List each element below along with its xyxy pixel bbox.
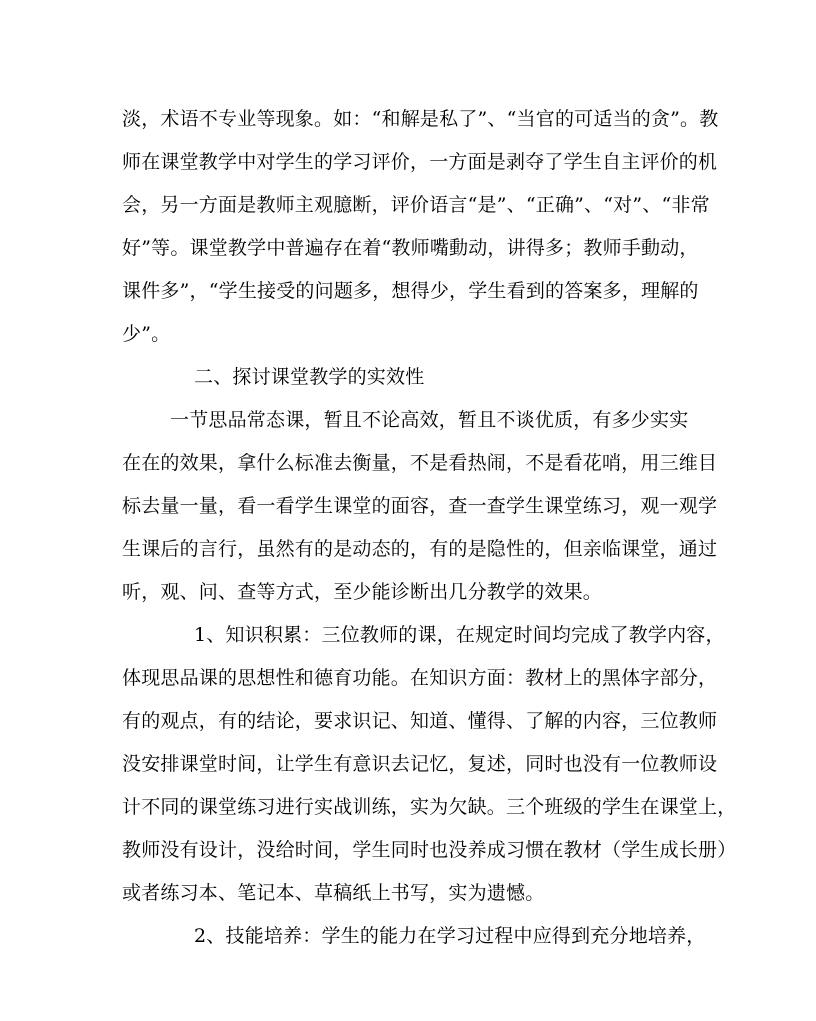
- paragraph-line: 1、知识积累：三位教师的课，在规定时间均完成了教学内容，: [194, 624, 725, 646]
- paragraph-line: 课件多”，“学生接受的问题多，想得少，学生看到的答案多，理解的: [122, 280, 699, 302]
- paragraph-line: 或者练习本、笔记本、草稿纸上书写，实为遗憾。: [122, 882, 545, 904]
- paragraph-line: 师在课堂教学中对学生的学习评价，一方面是剥夺了学生自主评价的机: [122, 151, 718, 173]
- paragraph-line: 2、技能培养：学生的能力在学习过程中应得到充分地培养，: [194, 925, 706, 947]
- section-heading: 二、探讨课堂教学的实效性: [194, 366, 425, 388]
- paragraph-line: 在在的效果，拿什么标准去衡量，不是看热闹，不是看花哨，用三维目: [122, 452, 718, 474]
- paragraph-line: 会，另一方面是教师主观臆断，评价语言“是”、“正确”、“对”、“非常: [122, 194, 710, 216]
- paragraph-line: 体现思品课的思想性和德育功能。在知识方面：教材上的黑体字部分，: [122, 667, 718, 689]
- paragraph-line: 一节思品常态课，暂且不论高效，暂且不谈优质，有多少实实: [170, 409, 689, 431]
- paragraph-line: 听，观、问、查等方式，至少能诊断出几分教学的效果。: [122, 581, 603, 603]
- paragraph-line: 计不同的课堂练习进行实战训练，实为欠缺。三个班级的学生在课堂上，: [122, 796, 737, 818]
- paragraph-line: 生课后的言行，虽然有的是动态的，有的是隐性的，但亲临课堂，通过: [122, 538, 718, 560]
- paragraph-line: 标去量一量，看一看学生课堂的面容，查一查学生课堂练习，观一观学: [122, 495, 718, 517]
- paragraph-line: 有的观点，有的结论，要求识记、知道、懂得、了解的内容，三位教师: [122, 710, 718, 732]
- paragraph-line: 淡，术语不专业等现象。如：“和解是私了”、“当官的可适当的贪”。教: [122, 108, 719, 130]
- paragraph-line: 没安排课堂时间，让学生有意识去记忆，复述，同时也没有一位教师设: [122, 753, 718, 775]
- paragraph-line: 少”。: [122, 323, 171, 345]
- paragraph-line: 好”等。课堂教学中普遍存在着“教师嘴動动，讲得多；教师手動动，: [122, 237, 699, 259]
- paragraph-line: 教师没有设计，没给时间，学生同时也没养成习惯在教材（学生成长册）: [122, 839, 737, 861]
